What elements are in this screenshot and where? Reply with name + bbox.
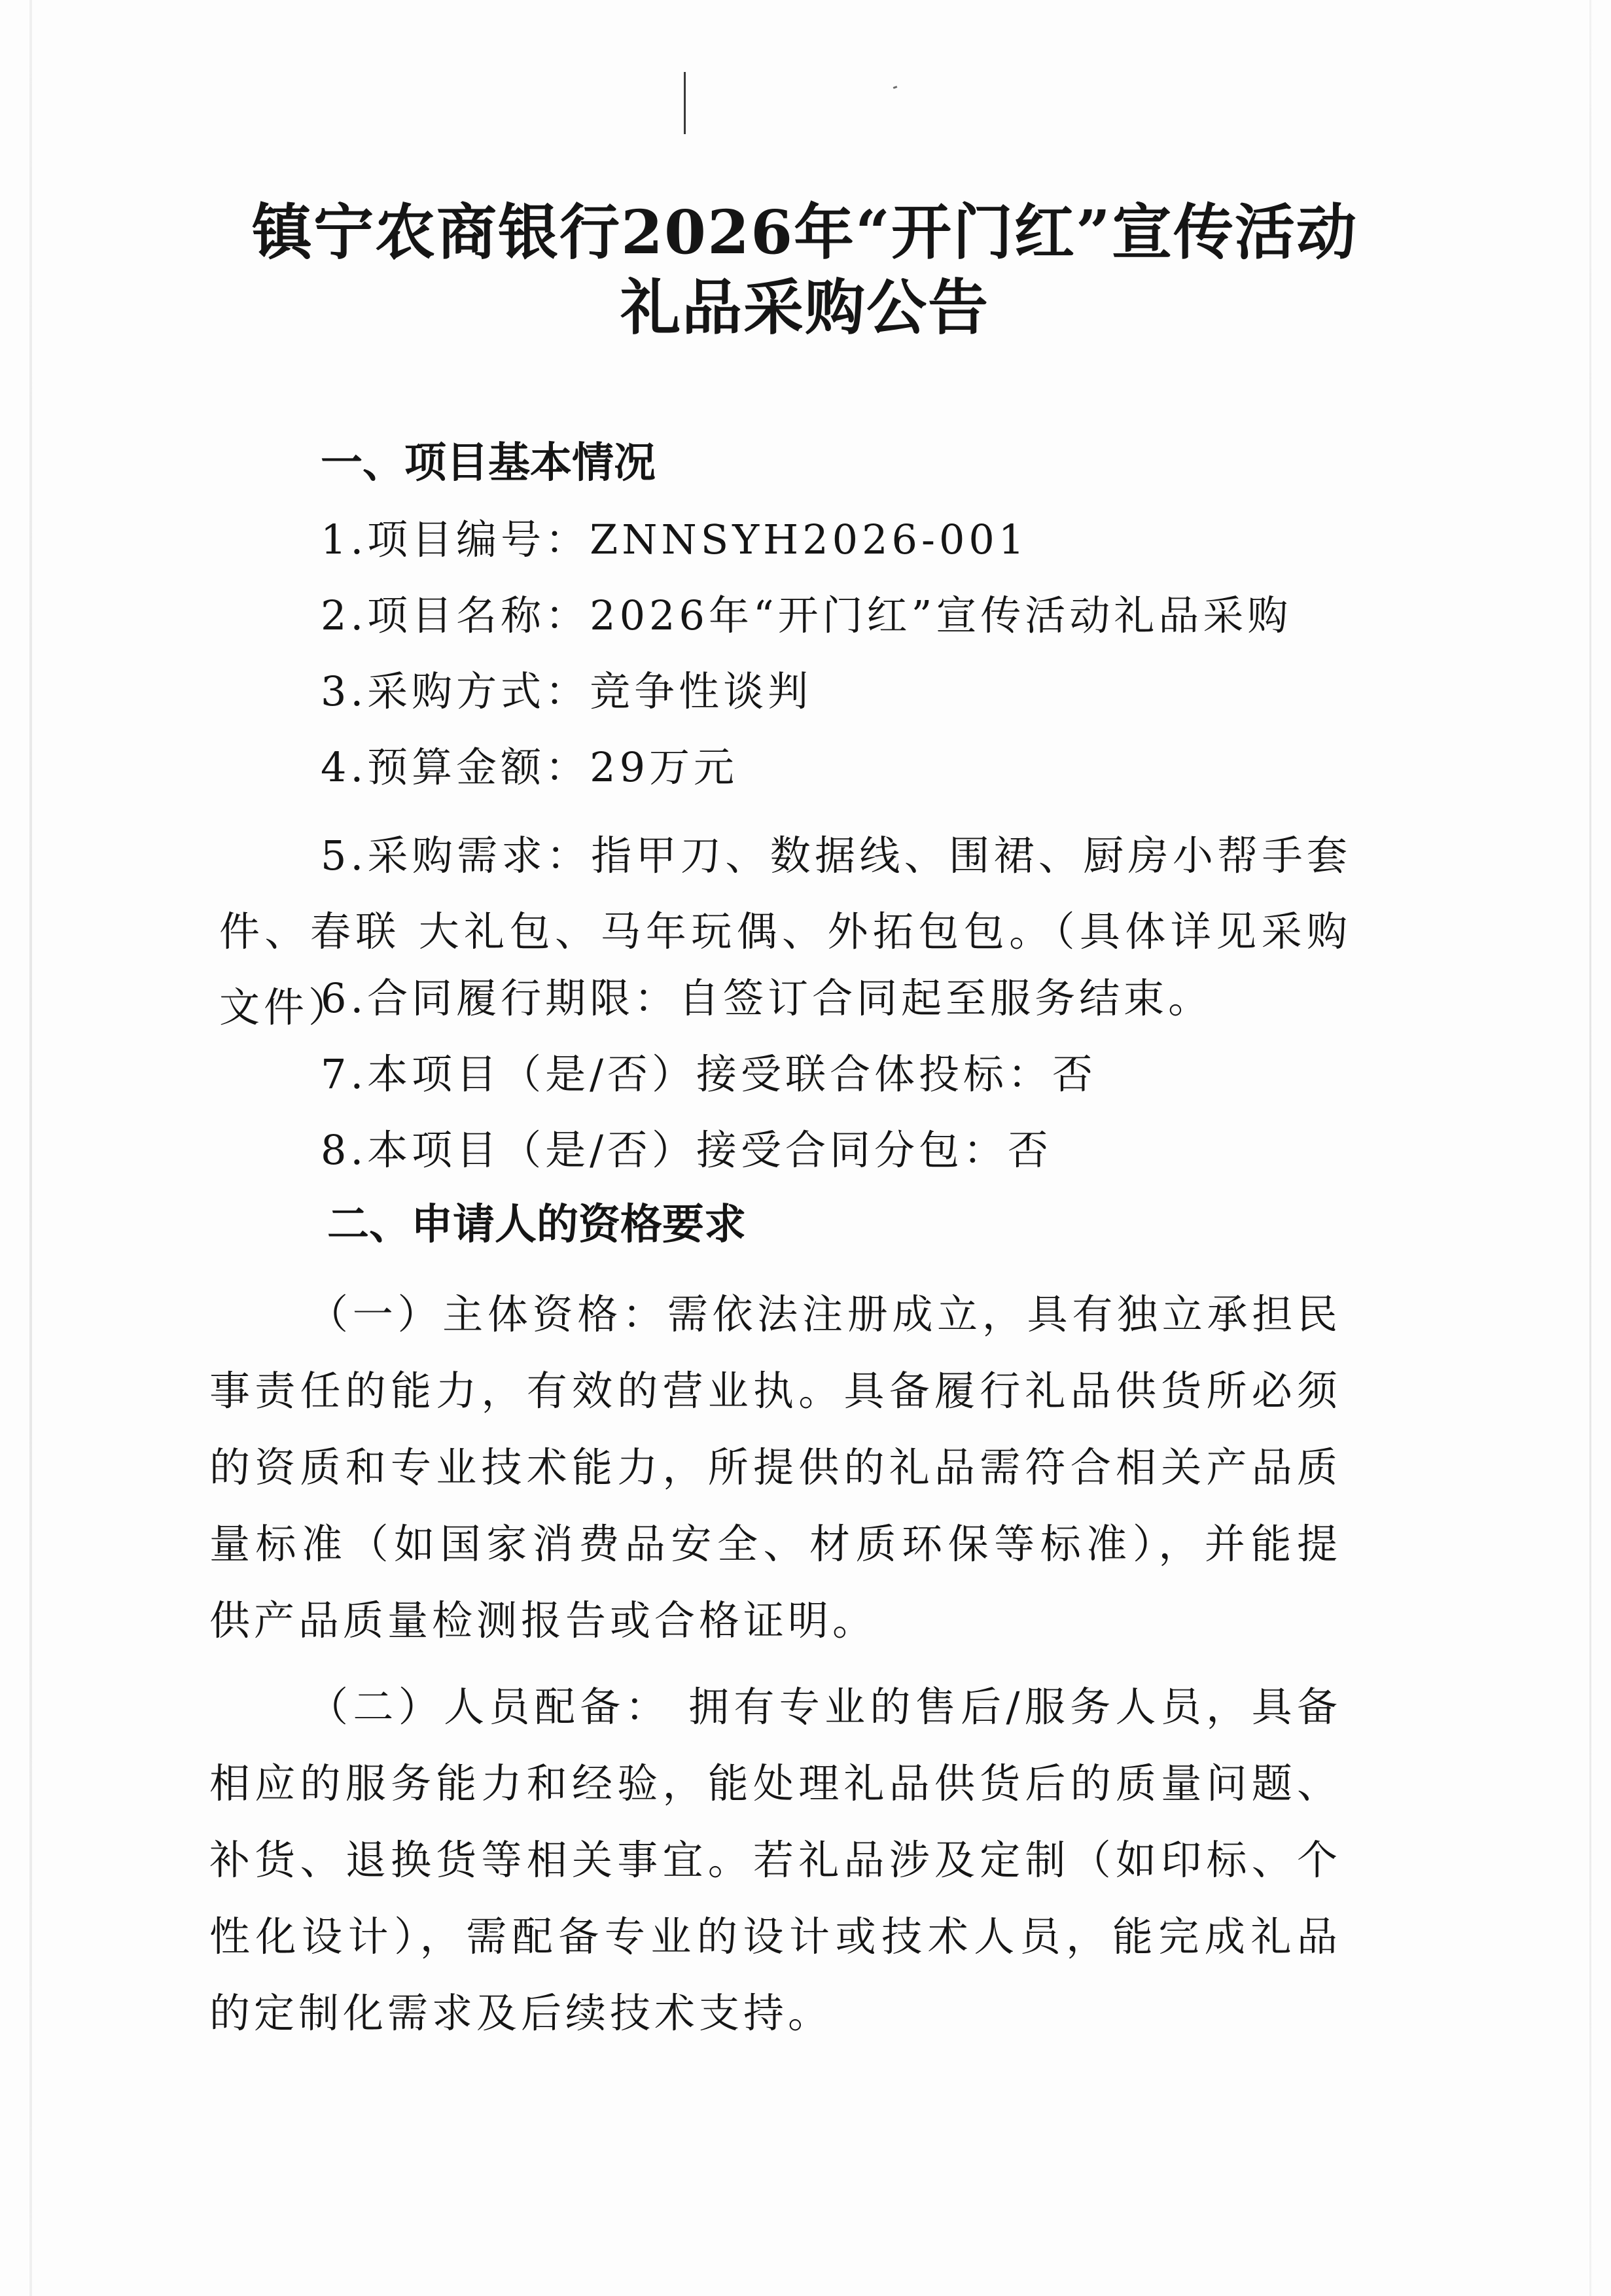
scan-artifact-line [684, 72, 686, 134]
section1-heading: 一、项目基本情况 [321, 439, 656, 487]
section1-item-1: 1.项目编号：ZNNSYH2026-001 [321, 516, 1029, 563]
scan-artifact-dot [893, 86, 898, 89]
section1-item-4: 4.预算金额：29万元 [321, 743, 739, 791]
section2-heading: 二、申请人的资格要求 [327, 1201, 746, 1249]
document-title-line1: 镇宁农商银行2026年“开门红”宣传活动 [252, 197, 1358, 268]
document-title-line2: 礼品采购公告 [620, 272, 989, 343]
section1-item-8: 8.本项目（是/否）接受合同分包：否 [321, 1126, 1053, 1174]
scan-edge-left [29, 0, 32, 2296]
section2-paragraph-1: （一）主体资格：需依法注册成立，具有独立承担民事责任的能力，有效的营业执。具备履行礼品供货所必须的资质和专业技术能力，所提供的礼品需符合相关产品质量标准（如国家消费品安全、材质环保等标准），并能提供产品质量检测报告或合格证明。 [209, 1290, 1341, 1644]
section1-item-6: 6.合同履行期限：自签订合同起至服务结束。 [321, 974, 1213, 1022]
section1-item-5: 5.采购需求：指甲刀、数据线、围裙、厨房小帮手套件、春联 大礼包、马年玩偶、外拓包包。（具体详见采购文件） [219, 832, 1351, 1031]
section1-item-2: 2.项目名称：2026年“开门红”宣传活动礼品采购 [321, 592, 1292, 639]
scan-edge-right [1589, 0, 1591, 2296]
section1-item-3: 3.采购方式：竞争性谈判 [321, 667, 813, 715]
section1-item-7: 7.本项目（是/否）接受联合体投标：否 [321, 1050, 1097, 1098]
section2-paragraph-2: （二）人员配备： 拥有专业的售后/服务人员，具备相应的服务能力和经验，能处理礼品供货后的质量问题、补货、退换货等相关事宜。若礼品涉及定制（如印标、个性化设计），需配备专业的设计或技术人员，能完成礼品的定制化需求及后续技术支持。 [209, 1683, 1341, 2037]
